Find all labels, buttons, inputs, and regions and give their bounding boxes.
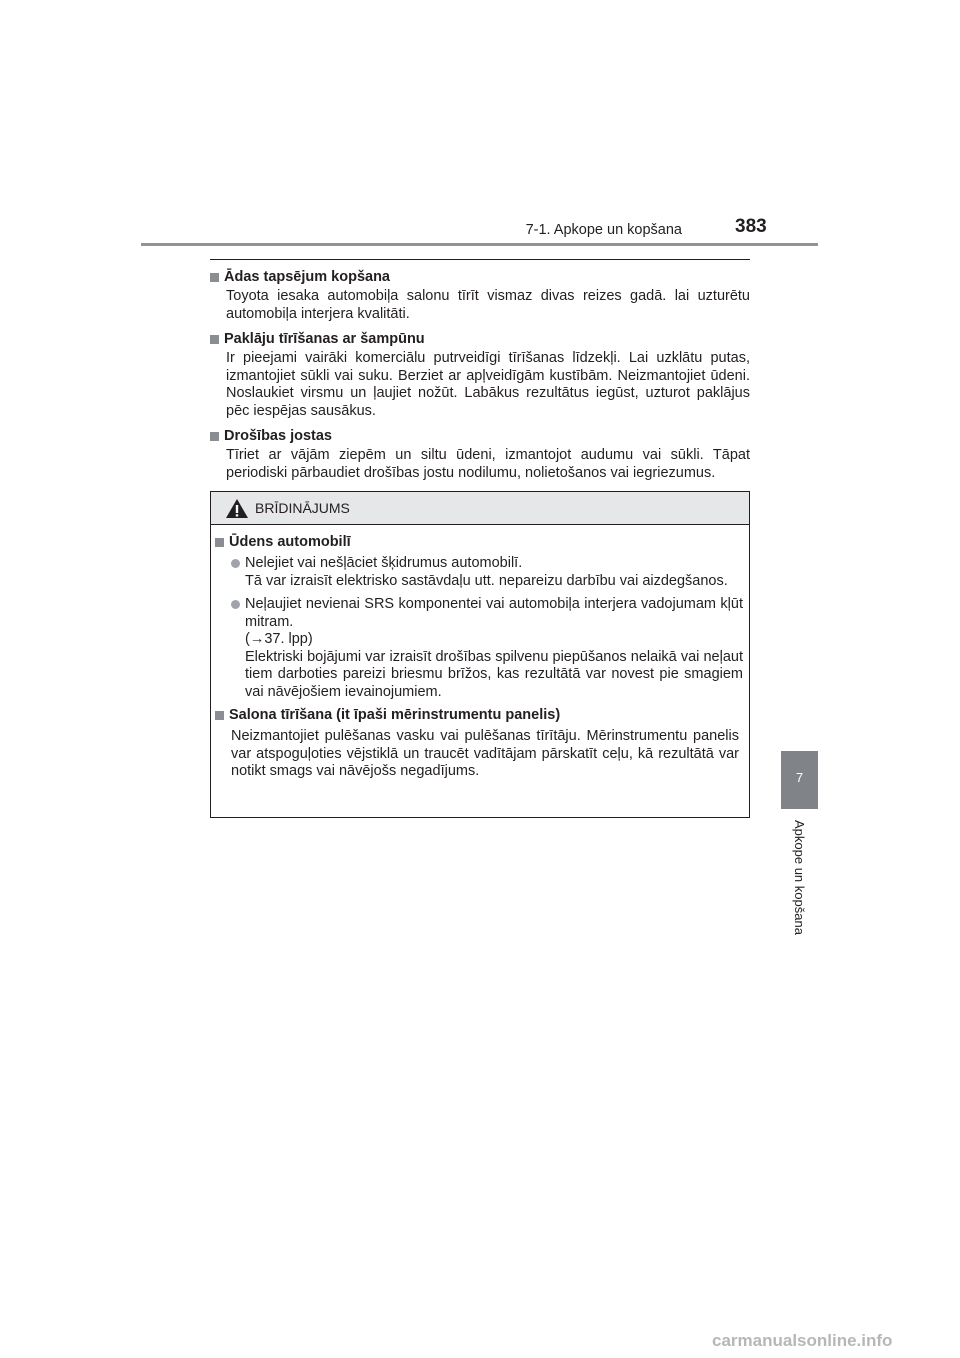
footer-watermark[interactable]: carmanualsonline.info [712, 1331, 893, 1350]
page-reference[interactable]: (→37. lpp) [245, 631, 313, 647]
section-body: Toyota iesaka automobiļa salonu tīrīt vismaz divas reizes gadā. lai uzturētu automobiļa interjera kvalitāti. [226, 288, 750, 322]
square-bullet-icon [210, 432, 219, 441]
warning-item-line: Tā var izraisīt elektrisko sastāvdaļu utt. nepareizu darbību vai aizdegšanos. [245, 572, 728, 589]
warning-title: BRĪDINĀJUMS [255, 500, 350, 516]
warning-sub-heading: Salona tīrīšana (it īpaši mērinstrumentu panelis) [229, 707, 561, 723]
section-heading: Drošības jostas [224, 428, 332, 444]
header-section-title: 7-1. Apkope un kopšana [525, 222, 682, 238]
section-leather [210, 268, 750, 323]
page-number: 383 [735, 216, 767, 237]
side-tab-number: 7 [795, 770, 804, 785]
round-bullet-icon [231, 559, 240, 568]
warning-paragraph: Neizmantojiet pulēšanas vasku vai pulēšanas tīrītāju. Mērinstrumentu panelis var atspoguļoties vējstiklā un traucēt vadītājam pārskatīt ceļu, kā rezultātā var notikt smags vai nāvējošs negadījums. [231, 728, 739, 779]
round-bullet-icon [231, 600, 240, 609]
warning-item-line: Neļaujiet nevienai SRS komponentei vai automobiļa interjera vadojumam kļūt mitram. [245, 596, 743, 630]
section-heading: Ādas tapsējum kopšana [224, 269, 390, 285]
warning-item [231, 555, 743, 590]
warning-triangle-icon [225, 498, 249, 519]
header-rule [141, 243, 818, 246]
warning-item-line: Elektriski bojājumi var izraisīt drošības spilvenu piepūšanos nelaikā vai neļaut tiem darboties pareizi briesmu brīžos, kas rezultātā var novest pie smagiem vai nāvējošiem ievainojumiem. [245, 648, 743, 700]
side-tab-label: Apkope un kopšana [792, 820, 807, 935]
square-bullet-icon [210, 273, 219, 282]
section-carpet [210, 330, 750, 420]
square-bullet-icon [215, 538, 224, 547]
main-content [210, 259, 750, 489]
warning-sub-heading: Ūdens automobilī [229, 534, 351, 550]
warning-header [211, 492, 749, 525]
warning-box [210, 491, 750, 818]
warning-item [231, 596, 743, 701]
square-bullet-icon [210, 335, 219, 344]
section-seatbelts [210, 427, 750, 482]
section-heading: Paklāju tīrīšanas ar šampūnu [224, 331, 425, 347]
square-bullet-icon [215, 711, 224, 720]
warning-item-line: Nelejiet vai nešļāciet šķidrumus automobilī. [245, 555, 523, 571]
section-body: Tīriet ar vājām ziepēm un siltu ūdeni, izmantojot audumu vai sūkli. Tāpat periodiski pārbaudiet drošības jostu nodilumu, nolietošanos vai iegriezumus. [226, 447, 750, 481]
section-body: Ir pieejami vairāki komerciālu putrveidīgi tīrīšanas līdzekļi. Lai uzklātu putas, izmantojiet sūkli vai suku. Berziet ar apļveidīgām kustībām. Neizmantojiet ūdeni. Noslaukiet virsmu un ļaujiet nožūt. Labākus rezultātus iegūst, uzturot paklājus pēc iespējas sausākus. [226, 350, 750, 419]
